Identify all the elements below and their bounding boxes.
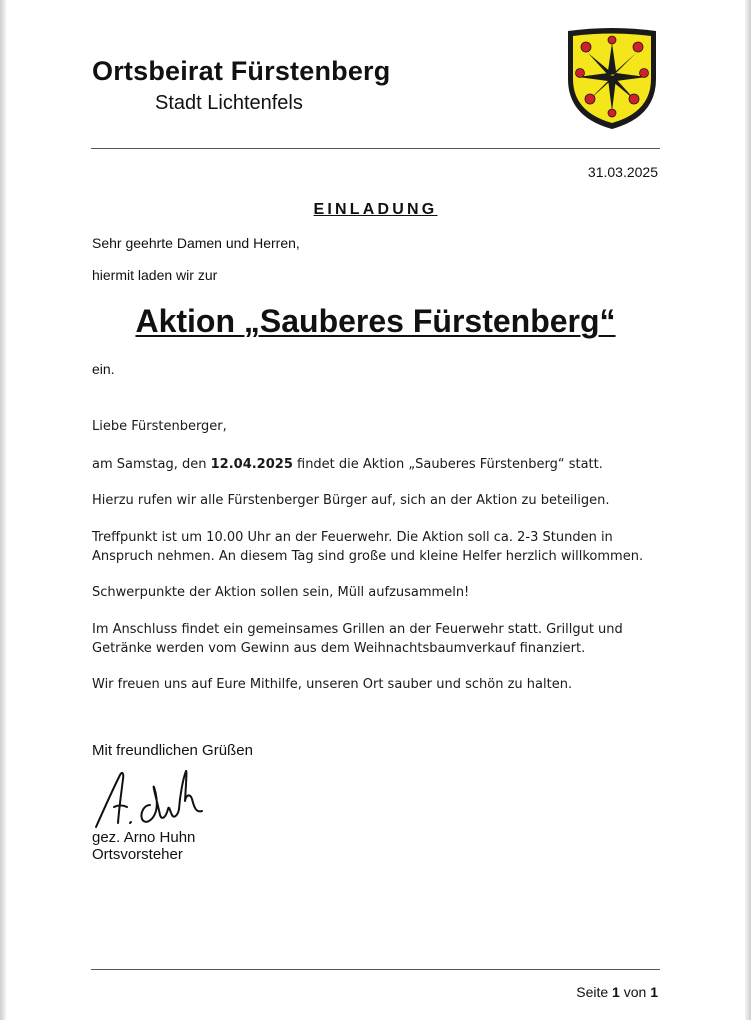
salutation: Sehr geehrte Damen und Herren, bbox=[92, 235, 300, 251]
page-edge-left bbox=[0, 0, 6, 1020]
intro-closing: ein. bbox=[92, 361, 115, 377]
signer-role: Ortsvorsteher bbox=[92, 846, 183, 863]
coat-of-arms-icon bbox=[564, 27, 660, 131]
organization-name: Ortsbeirat Fürstenberg bbox=[92, 56, 391, 86]
intro-line: hiermit laden wir zur bbox=[92, 267, 218, 283]
signer-block bbox=[92, 829, 195, 863]
page-edge-right bbox=[745, 0, 751, 1020]
page-current: 1 bbox=[612, 984, 620, 1000]
body-grill-paragraph: Im Anschluss findet ein gemeinsames Grillen an der Feuerwehr statt. Grillgut und Getränke werden vom Gewinn aus dem Weihnachtsbaumverkauf finanziert. bbox=[92, 622, 623, 656]
event-suffix: findet die Aktion „Sauberes Fürstenberg“ statt. bbox=[292, 457, 603, 472]
signer-name: gez. Arno Huhn bbox=[92, 829, 196, 846]
document-date: 31.03.2025 bbox=[587, 164, 658, 180]
footer-divider bbox=[91, 969, 660, 970]
page-prefix: Seite bbox=[576, 984, 613, 1000]
body-event-paragraph bbox=[92, 455, 662, 474]
body-meeting-paragraph: Treffpunkt ist um 10.00 Uhr an der Feuerwehr. Die Aktion soll ca. 2-3 Stunden in Anspruch nehmen. An diesem Tag sind große und kleine Helfer herzlich willkommen. bbox=[92, 530, 644, 564]
header-divider bbox=[91, 148, 660, 149]
page-separator: von bbox=[619, 984, 651, 1000]
event-prefix: am Samstag, den bbox=[92, 457, 211, 472]
body-thanks-paragraph: Wir freuen uns auf Eure Mithilfe, unseren Ort sauber und schön zu halten. bbox=[92, 677, 573, 692]
event-date: 12.04.2025 bbox=[210, 457, 293, 472]
document-title: EINLADUNG bbox=[313, 201, 438, 218]
body-greeting: Liebe Fürstenberger, bbox=[92, 419, 227, 434]
action-heading: Aktion „Sauberes Fürstenberg“ bbox=[135, 303, 616, 339]
body-focus-paragraph: Schwerpunkte der Aktion sollen sein, Müll aufzusammeln! bbox=[92, 585, 470, 600]
body-call-paragraph: Hierzu rufen wir alle Fürstenberger Bürger auf, sich an der Aktion zu beteiligen. bbox=[92, 493, 610, 508]
page-number bbox=[576, 984, 658, 1000]
page-total: 1 bbox=[650, 984, 658, 1000]
city-name: Stadt Lichtenfels bbox=[155, 92, 303, 114]
closing-line: Mit freundlichen Grüßen bbox=[92, 742, 253, 759]
handwritten-signature bbox=[90, 765, 215, 831]
